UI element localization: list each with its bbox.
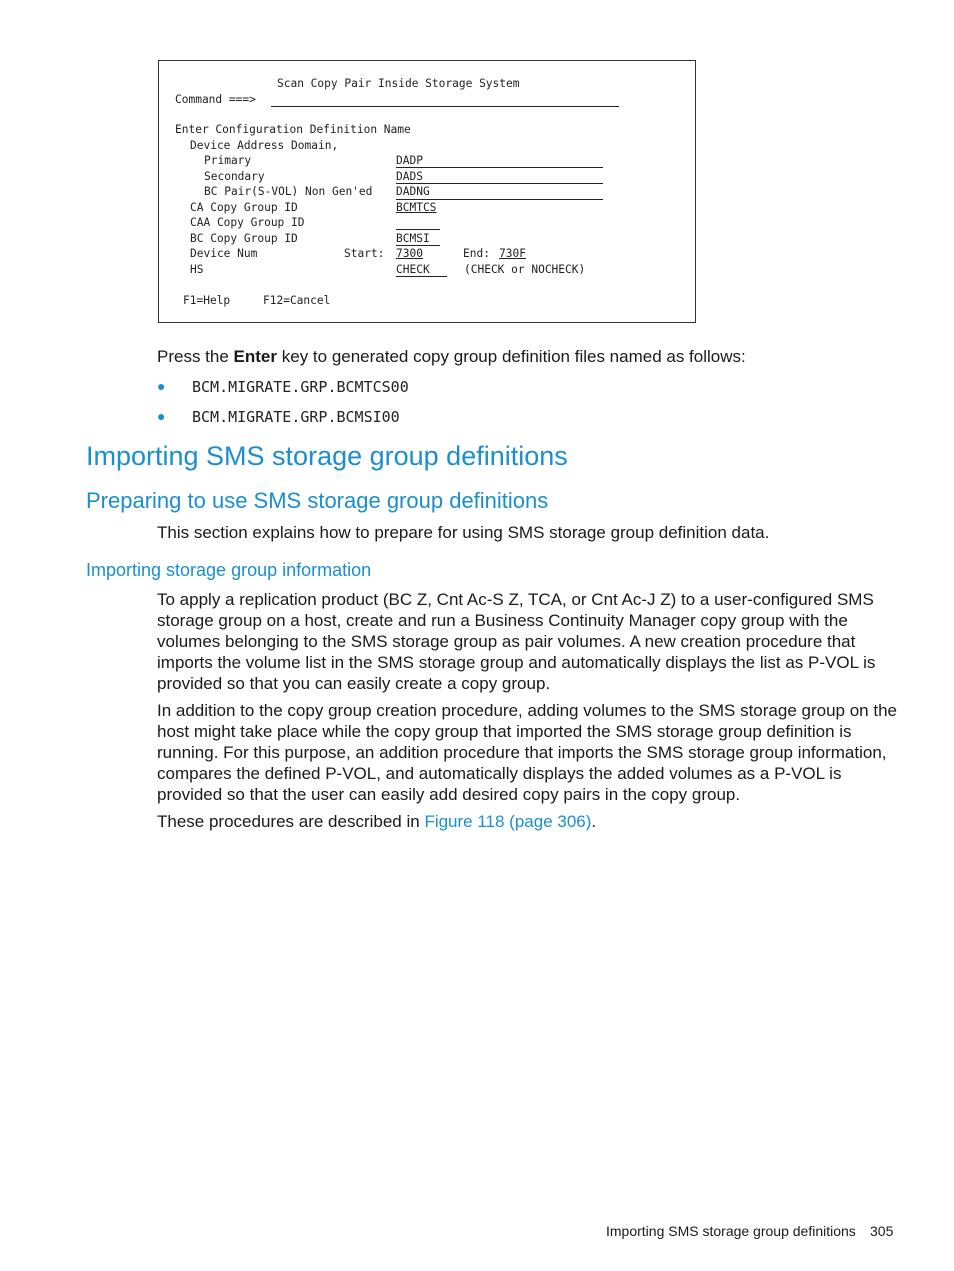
ca-label: CA Copy Group ID xyxy=(190,201,298,214)
command-label: Command ===> xyxy=(175,93,256,106)
end-label: End: xyxy=(463,247,490,260)
bcpair-value: DADNG xyxy=(396,185,430,198)
subsection-paragraph: This section explains how to prepare for using SMS storage group definition data. xyxy=(157,523,770,542)
secondary-field-line xyxy=(396,183,603,184)
para3-text-after: . xyxy=(591,812,597,831)
body-paragraph-2: In addition to the copy group creation procedure, adding volumes to the SMS storage group on the host might take place while the copy group that imported the SMS storage group definition is running. For this purpose, an addition procedure that imports the SMS storage group information, compares the defined P-VOL, and automatically displays the added volumes as a P-VOL is provided so that the user can easily add desired copy pairs in the copy group. xyxy=(157,701,897,804)
bullet-icon: ● xyxy=(157,408,166,424)
command-input-line xyxy=(271,106,619,107)
devnum-label: Device Num xyxy=(190,247,258,260)
terminal-title: Scan Copy Pair Inside Storage System xyxy=(277,77,520,90)
f12-cancel: F12=Cancel xyxy=(263,294,331,307)
secondary-value: DADS xyxy=(396,170,423,183)
bc-label: BC Copy Group ID xyxy=(190,232,298,245)
file-name: BCM.MIGRATE.GRP.BCMSI00 xyxy=(192,408,400,426)
f1-help: F1=Help xyxy=(183,294,231,307)
bcpair-field-line xyxy=(396,199,603,200)
file-list-item xyxy=(157,378,165,396)
hs-hint: (CHECK or NOCHECK) xyxy=(464,263,586,276)
ca-value: BCMTCS xyxy=(396,201,437,214)
intro-text-after: key to generated copy group definition files named as follows: xyxy=(277,347,746,366)
para3-text-before: These procedures are described in xyxy=(157,812,425,831)
end-value: 730F xyxy=(499,247,526,260)
bcpair-label: BC Pair(S-VOL) Non Gen'ed xyxy=(204,185,373,198)
body-paragraph-1: To apply a replication product (BC Z, Cnt Ac-S Z, TCA, or Cnt Ac-J Z) to a user-configured SMS storage group on a host, create and run a Business Continuity Manager copy group with the volumes belonging to the SMS storage group as pair volumes. A new creation procedure that imports the volume list in the SMS storage group and automatically displays the list as P-VOL is provided so that you can easily create a copy group. xyxy=(157,590,876,693)
section-heading: Importing SMS storage group definitions xyxy=(86,441,568,471)
caa-label: CAA Copy Group ID xyxy=(190,216,305,229)
device-domain-label: Device Address Domain, xyxy=(190,139,339,152)
enter-config-label: Enter Configuration Definition Name xyxy=(175,123,411,136)
footer-title: Importing SMS storage group definitions xyxy=(606,1223,856,1239)
terminal-screenshot xyxy=(158,60,696,323)
file-name: BCM.MIGRATE.GRP.BCMTCS00 xyxy=(192,378,409,396)
primary-value: DADP xyxy=(396,154,423,167)
subsection-heading: Preparing to use SMS storage group definitions xyxy=(86,488,549,513)
intro-paragraph xyxy=(157,346,746,367)
primary-field-line xyxy=(396,167,603,168)
figure-link[interactable]: Figure 118 (page 306) xyxy=(424,812,592,831)
hs-field-line xyxy=(396,276,447,277)
bc-field-line xyxy=(396,245,440,246)
hs-value: CHECK xyxy=(396,263,430,276)
primary-label: Primary xyxy=(204,154,252,167)
caa-field-line xyxy=(396,229,440,230)
body-paragraph-3 xyxy=(157,811,902,832)
file-list-item xyxy=(157,408,165,426)
start-value: 7300 xyxy=(396,247,423,260)
bc-value: BCMSI xyxy=(396,232,430,245)
intro-text-before: Press the xyxy=(157,347,234,366)
page-number: 305 xyxy=(870,1223,894,1239)
secondary-label: Secondary xyxy=(204,170,265,183)
enter-key-label: Enter xyxy=(233,347,278,366)
subsubsection-heading: Importing storage group information xyxy=(86,560,372,580)
hs-label: HS xyxy=(190,263,204,276)
start-label: Start: xyxy=(344,247,385,260)
bullet-icon: ● xyxy=(157,378,166,394)
